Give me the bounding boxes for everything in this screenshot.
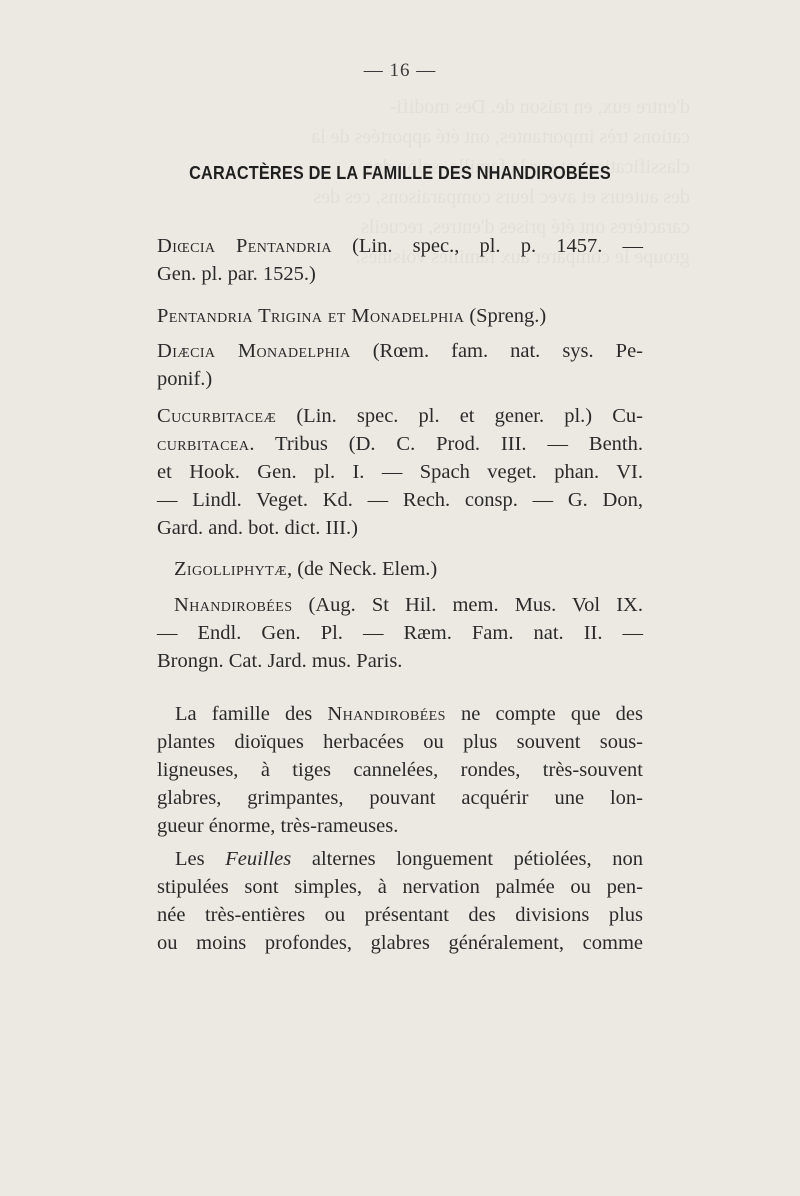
entry-line: — Lindl. Veget. Kd. — Rech. consp. — G. Don,: [157, 489, 643, 511]
citation: (Lin. spec., pl. p. 1457. —: [331, 235, 643, 257]
show-through-line: [150, 122, 690, 152]
paragraph-line: gueur énorme, très-rameuses.: [157, 815, 399, 837]
taxon-name: Diæcia Monadelphia: [157, 340, 351, 362]
taxon-name: curbitacea: [157, 433, 250, 455]
entry-line: Gard. and. bot. dict. III.): [157, 517, 358, 539]
taxon-name: Pentandria Trigina et Monadelphia: [157, 305, 465, 327]
entry-line: Gen. pl. par. 1525.): [157, 263, 316, 285]
entry-line: [157, 302, 643, 330]
entry-line: [157, 430, 643, 458]
synonymy-entry: [157, 232, 643, 288]
emphasis: Feuilles: [225, 848, 292, 870]
synonymy-entry: [157, 402, 643, 542]
entry-line: [157, 232, 643, 260]
entry-line: [157, 555, 643, 583]
taxon-name: Cucurbitaceæ: [157, 405, 277, 427]
page-number: — 16 —: [363, 60, 437, 81]
entry-line: [157, 402, 643, 430]
text-run: La famille des: [175, 703, 328, 725]
entry-line: [157, 591, 643, 619]
paragraph-line: née très-entières ou présentant des divisions plus: [157, 904, 643, 926]
citation: (Rœm. fam. nat. sys. Pe-: [350, 340, 644, 362]
synonymy-entry: [157, 302, 643, 330]
synonymy-entry: [157, 337, 643, 393]
text-run: alternes longuement pétiolées, non: [291, 848, 643, 870]
show-through-line: [150, 92, 690, 122]
paragraph-line: [157, 845, 643, 873]
citation: (Aug. St Hil. mem. Mus. Vol IX.: [292, 594, 643, 616]
entry-line: et Hook. Gen. pl. I. — Spach veget. phan. VI.: [157, 461, 643, 483]
paragraph: [157, 845, 643, 957]
text-run: ne compte que des: [445, 703, 643, 725]
entry-line: — Endl. Gen. Pl. — Ræm. Fam. nat. II. —: [157, 622, 643, 644]
paragraph-line: plantes dioïques herbacées ou plus souvent sous-: [157, 731, 643, 753]
citation: , (de Neck. Elem.): [286, 558, 438, 580]
show-through-line: [150, 182, 690, 212]
taxon-name: Diœcia Pentandria: [157, 235, 332, 257]
paragraph: [157, 700, 643, 840]
citation: . Tribus (D. C. Prod. III. — Benth.: [249, 433, 643, 455]
paragraph-line: glabres, grimpantes, pouvant acquérir une lon-: [157, 787, 643, 809]
paragraph-line: ou moins profondes, glabres généralement, comme: [157, 932, 643, 954]
text-run: Les: [175, 848, 226, 870]
entry-line: ponif.): [157, 368, 213, 390]
synonymy-entry: [157, 591, 643, 675]
taxon-name: Nhandirobées: [174, 594, 293, 616]
entry-line: [157, 337, 643, 365]
paragraph-line: stipulées sont simples, à nervation palmée ou pen-: [157, 876, 643, 898]
citation: (Lin. spec. pl. et gener. pl.) Cu-: [276, 405, 643, 427]
page-title: CARACTÈRES DE LA FAMILLE DES NHANDIROBÉES: [189, 162, 611, 183]
taxon-name: Zigolliphytæ: [174, 558, 287, 580]
entry-line: Brongn. Cat. Jard. mus. Paris.: [157, 650, 403, 672]
family-name: Nhandirobées: [327, 703, 446, 725]
paragraph-line: ligneuses, à tiges cannelées, rondes, très-souvent: [157, 759, 643, 781]
paragraph-line: [157, 700, 643, 728]
citation: (Spreng.): [464, 305, 547, 327]
synonymy-entry: [157, 555, 643, 583]
